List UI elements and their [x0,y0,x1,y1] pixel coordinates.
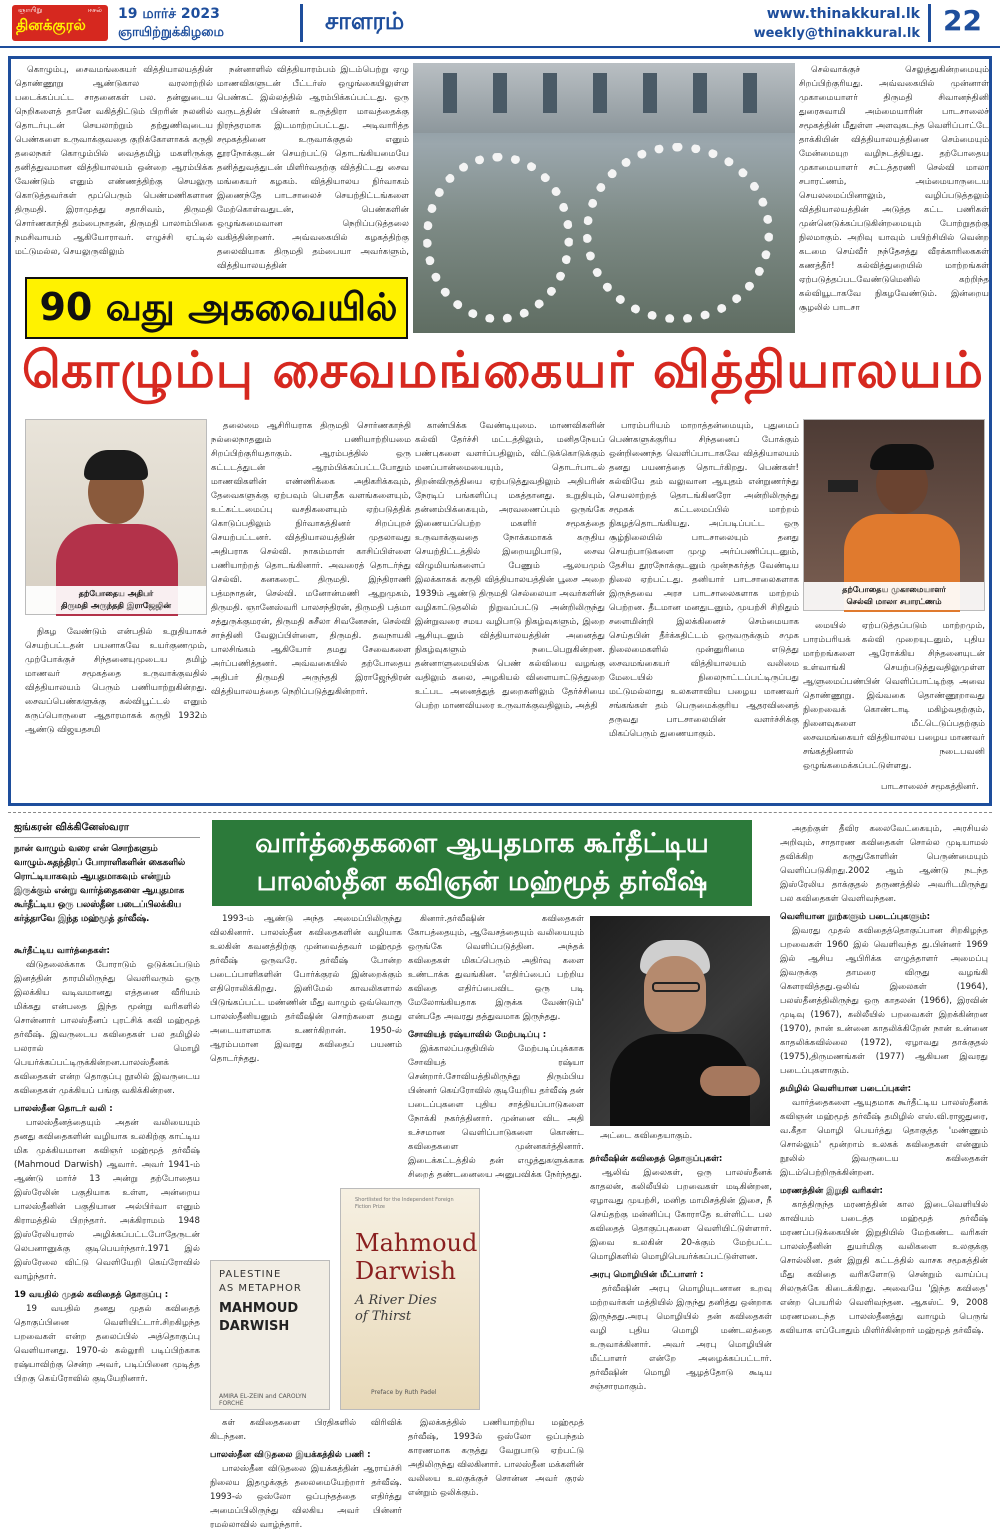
subheading: மரணத்தின் இறுதி வரிகள்: [780,1186,883,1196]
story1-text: மையில் ஏற்படுத்தப்படும் மாற்றமும், பாரம்பரியக் கல்வி முறையுடனும், புதிய மாற்றங்களை ஆரோக்கிய சிந்தனையுடன் உள்வாங்கி செயற்படுத்துவதிலுமுள்ள ஆளுமைப்பண்பின் வெளிப்பாட்டிற்கு அவை தொண்ணூறு. இவ்வகை தொண்ணூறாவது நிறைவைக் கொண்டாடி மகிழ்வதற்கும், நினைவுகளை மீட்டெடுப்பதற்கும் சைவமங்கையர் வித்தியாலய பழைய மாணவர் சங்கத்தினால் நடைபவனி ஒழுங்கமைக்கப்பட்டுள்ளது. [803,621,985,771]
story1-text: காண்பிக்க வேண்டியுமை. மாணவிகளின் கல்வி தேர்ச்சி மட்டத்திலும், மனிதநேயப் பண்புகளை வளர்ப்பதிலும், விட்டுக்கொடுக்கும் மனப்பான்மையையும், தொடர்பாடல் திறன்விருத்தியை ஏற்படுத்துவதிலும் அதிபரின் நேரடிப் பங்களிப்பு மகத்தானது. உறுதியும், தன்னம்பிக்கையும், அரவணைப்பும் ஒருங்கே இணையப்பெற்ற மகளிர் சமூகத்தை உருவாக்குவதை நோக்கமாகக் கருதிய செயற்திட்டத்தில் இறையழிபாடு, சைவ விழுமியங்களைப் பேணும் ஆலயமும் இலக்காகக் கருதி வித்தியாலயத்தின் பூசை அறை 1939ம் ஆண்டு திருமதி செல்லையா அவர்களின் வழிகாட்டுதலில் நிறுவப்பட்டு அன்றிலிருந்து இன்றுவரை சமய வழிபாடு நிகழ்வுகளும், இறை ஆசியுடனும் வித்தியாலயத்தின் அனைத்து நிகழ்வுகளும் நடைபெறுகின்றன. தன்னாளுமையில்க பெண் கல்வியை வழங்கு வதிலும் கலை, அழகியல் விளையாட்டுத்துறை உட்பட அனைத்துத் துறைகளிலும் தேர்ச்சியை பெற்ற மாணவியரை உருவாக்குவதிலும், அத்தி [415,421,605,711]
story1-text: செல்வாக்குச் செலுத்துகின்றமையும் சிறப்பிற்குரியது. அவ்வகையில் முன்னாள் முகாமையாளர் திருமதி சிவானந்தினி துரைசுவாமி அம்மையாரின் பாடசாலைச் சமூகத்தின் மீதுள்ள அளவுகடந்த வெளிப்பாட்டே தாக்கியின் வித்தியாலயத்தினை செம்மையும் மேன்மையுற வழிநடத்தியது. தற்போதைய முகாமையாளர் சட்டத்தரணி செல்வி மாலா சபாரட்ணம், அம்மையாருடைய செயலமைப்பினாலும், வழிப்படுத்தலும் வித்தியாலயத்தின் அடுத்த கட்ட பணிகள் முன்னெடுக்கப்படுகின்றமையும் போற்றுதற்கு நிலமாகும். அறிவு யாவும் பயிற்சியில் வென்ற கடமை செய்வீர் நந்தேசத்து வீரக்காரிகைகள் கணத்தீர்! கல்வித்துறையில் மாற்றங்கள் ஏற்படுத்தப்படவேண்டுமெனில் கற்றிந்த கல்வியூடாகவே நிகழவேண்டும். இன்றைய சூழலில் பாடசா [799,65,989,313]
story2-column-3-lower [408,1416,584,1526]
newspaper-logo[interactable] [12,5,108,41]
subheading: தர்வீஷின் கவிதைத் தொகுப்புகள்: [590,1154,723,1164]
headline-school-name: கொழும்பு சைவமங்கையர் வித்தியாலயம் [22,341,984,399]
face [644,956,706,1032]
story2-text: ஆலிவ் இலைகள், ஒரு பாலஸ்தீனக் காதலன், கலிலீயில் பறவைகள் மடிகின்றன, ஏழாவது முயற்சி, மனித மாமிசத்தின் இசை, நீ செய்தற்கு மன்னிப்பு கோராதே உள்ளிட்ட பல கவிதைத் தொகுப்புகளை வெளியிட்டுள்ளார். இவை உலகின் 20-க்கும் மேற்பட்ட மொழிகளில் மொழிபெயர்க்கப்பட்டுள்ளன. [590,1168,772,1262]
caption-line: தற்போதைய அதிபர் [78,589,154,598]
principal-portrait [25,419,207,615]
subheading: கூர்தீட்டிய வார்த்தைகள்: [14,946,110,956]
story2-column-1 [14,940,200,1525]
section-title: சாளரம் [325,7,405,35]
darwish-headline-line-2: பாலஸ்தீன கவிஞன் மஹ்மூத் தர்வீஷ் [256,866,708,897]
story2-text: இவரது முதல் கவிதைத்தொகுப்பான சிறகிழந்த பறவைகள் 1960 இல் வெளிவந்த து.பின்னர் 1969 இல் ஆசிய ஆபிரிக்க எழுத்தாளர் அமைப்பு இவருக்கு தாமரை விருது வழங்கி கௌரவித்தது.ஒலிவ் இலைகள் (1964), பலஸ்தீனத்திலிருந்து ஒரு காதலன் (1966), இரவின் முடிவு (1967), கலிலீயில் பறவைகள் இறக்கின்றன (1970), நான் உன்னை காதலிக்கிறேன் நான் உன்னை காதலிக்கவில்லை (1972), ஏழாவது தாக்குதல் (1975),திருமணங்கள் (1977) ஆகியன இவரது படைப்புகளாகும். [780,926,988,1076]
story1-column-8 [803,619,985,771]
book-preface: Preface by Ruth Padel [371,1389,437,1396]
principal-caption [26,586,206,614]
story2-column-2 [210,912,402,1172]
story2-text: 1993-ம் ஆண்டு அந்த அமைப்பிலிருந்து விலகினார். பாலஸ்தீன கவிதைகளின் வழியாக உலகின் கவனத்திற்கு முன்வைத்தவர் மஹ்மூத் தர்வீஷ் ஒருவரே. தர்வீஷ் போன்ற படைப்பாளிகளின் போர்க்குரல் இன்றைக்கும் எதிரொலிக்கிறது. இனிமேல் காவலிகளால் பிடுங்கப்பட்ட மண்ணின் மீது வாழும் ஒவ்வொரு பாலஸ்தீனியனும் தர்வீஷின் சொற்களை தமது அடையாளமாக உணர்கிறான். 1950-ல் ஆரம்பமான இவரது கவிதைப் பயணம் தொடர்ந்தது. [210,914,402,1064]
school-anniversary-story [8,56,992,806]
subheading: தமிழில் வெளியான படைப்புகள்: [780,1084,912,1094]
story1-text: நன்னாளில் வித்தியாரம்பம் இடம்பெற்று ஏழு மாணவிகளுடன் பீட்டர்ஸ் ஒழுங்கையிலுள்ள பெண்கட் இல்லத்தில் ஆரம்பிக்கப்பட்டது. ஒரு வருடத்தின் பின்னர் உருத்திரா மாவத்தைக்கு நிரந்தரமாக இடமாற்றப்பட்டது. அடிவாரித்த சமூகத்தினை உருவாக்குதல் எனும் தூரநோக்குடன் செயற்பட்டு தொடங்கியமையே தனித்துவத்துடன் மிளிர்வதற்கு வித்திட்டது சைவ மங்கையர் கழகம். வித்தியாலய நிர்வாகம் இணைந்தே பாடசாலைச் செயற்திட்டங்களை மேற்கொள்வதுடன், பெண்களின் ஒழுங்கமைவான நெறிப்படுத்தலை வகித்தின்றனர். அவ்வகையில் கழகத்திற்கு தலைவியாக திருமதி தம்பையா அவர்களும், வித்தியாலயத்தின் [217,65,409,271]
story2-text: இக்காலப்பகுதியில் மேற்படிப்புக்காக சோவியத் ரஷ்யா சென்றார்.சோவியத்திலிருந்து திரும்பிய பின்னர் கெய்ரோவில் குடியேறிய தர்வீஷ் தன் படைப்புகளை புதிய சாத்தியப்பாடுகளை நோக்கி நகர்த்தினார். முன்னை விட அதி உச்சமான வெளிப்பாடுகளை கொண்ட கவிதைகளை முன்னகர்த்தினார். இடைக்கட்டத்தில் தன் எழுத்துகளுக்காக சிறைத் தண்டனையை அனுபவிக்க நேர்ந்தது. [408,1044,584,1180]
book-title-line-1: A River Dies [355,1293,437,1308]
story2-intro: நான் வாழும் வரை என் சொற்களும் வாழும்.சுதந்திரப் போராளிகளின் கைகளில் ரொட்டியாகவும் ஆயுதமாகவும் என்றும் இருக்கும் என்று வார்த்தைகளை ஆயுதமாக கூர்தீட்டிய ஒரு பலஸ்தீன படைப்பிலக்கிய கர்த்தாவே இந்த மஹ்மூத் தர்வீஷ். [14,844,186,924]
manager-portrait [803,419,985,611]
story1-text: கொழும்பு, சைவமங்கையர் வித்தியாலயத்தின் தொண்ணூறு ஆண்டுகால வரலாற்றில் படைக்கப்பட்ட சாதனைகள் பல. தன்னுடைய நெறிகளைத் தானே வகித்திட்டும் பிறரின் நலனில் தொடர்புடன் செயலாற்றும் தற்துணிவுடைய பெண்களை உருவாக்குவதை குறிக்கோளாகக் கருதி தலைநகர் கொழும்பில் வைத்தமிழ் மகளிருக்கு தனித்துவமான வித்தியாலயம் ஒன்றை ஆரம்பிக்க வேண்டும் எனும் எண்ணத்திற்கு செயலுரு கொடுத்தவர்கள் மூப்பெரும் பெண்மணிகளான திருமதி. இராமுத்து சதாசிவம், திருமதி சொர்ணகாந்தி தம்பைநாதன், திருமதி பாலாம்பிகை நமசிவாயம் ஆகியோராவர். எழுச்சி ஏட்டில் மட்டுமல்ல, செயலுருவிலும் [15,65,213,257]
masthead [0,0,1000,48]
book-author-first: MAHMOUD [219,1301,299,1316]
subheading: அரபு மொழியின் மீட்பாளர் : [590,1270,704,1280]
page-number: 22 [943,4,982,37]
student-ring [583,143,773,323]
subheading: சோவியத் ரஷ்யாவில் மேற்படிப்பு : [408,1030,547,1040]
story1-column-5 [415,419,605,804]
logo-top-text: ஞாயிறு [18,6,43,14]
principal-hair [84,450,148,480]
story2-column-2-lower [210,1416,402,1530]
subheading: 19 வயதில் முதல் கவிதைத் தொகுப்பு : [14,1290,169,1300]
book-title-line-2: of Thirst [355,1309,412,1324]
story2-text: அதற்குள் தீவிர கலைவேட்கையும், அரசியல் அறிவும், சாதாரண கவிதைகள் சொல்ல முடியாமல் தவிக்கிற கருதுகோளின் பெருண்மையும் வெளிப்படுகிறது.2002 ஆம் ஆண்டு நடந்த இஸ்ரேலிய தாக்குதல் தருணத்தில் அவரிடமிருந்து பல கவிதைகள் வெளிவந்தன. [780,824,988,904]
story1-text: பாரம்பரியம் மாறாத்தன்மையும், புதுமைப் பெண்களுக்குரிய சிந்தனைப் போக்கும் ஒன்றிணைந்த வெளிப்பாடாகவே வித்தியாலயம் தனது பயணத்தை தொடர்கிறது. பெண்கள்! கல்வியே தம் வலுவான ஆயுதம் என்றுணர்ந்து செயலாற்றத் தொடங்கினரோ அன்றிலிருந்து சமூகக் கட்டமைப்பில் மாற்றம் நிகழத்தொடங்கியது. அப்படிப்பட்ட ஒரு சூழ்நிலையில் பாடசாலையும் தனது செயற்பாடுகளை முழு அர்ப்பணிப்புடனும், தேசிய தூரநோக்குடனும் முன்நகர்த்த வேண்டிய நிலை ஏற்பட்டது. தனியார் பாடசாலைகளாக இருந்தவை அரச பாடசாலைகளாக மாற்றம் பெற்றன. தீடமான மனதுடனும், முயற்சி சிறிதும் சளைமின்றி இலக்கினைச் செம்மையாக செய்தபின் தீர்க்கதிட்டம் ஒருவருக்கும் சமுக நிலைமைகளில் முன்னுரிமை எடுத்து சைவமங்கையர் வித்தியாலயம் வலிமை மேடையில் நிலைநாட்டப்பட்டிருப்பது மட்டுமல்லாது உலகளாவிய பழைய மாணவர் சங்கங்கள் தம் பெருமைக்குரிய ஆதரவினைத் தருவது பாடசாலையின் வளர்ச்சிக்கு மிகப்பெரும் துணையாகும். [609,421,799,739]
logo-main-text: தினக்குரல் [16,16,86,34]
story1-column-6 [609,419,799,804]
caption-line: திருமதி அருந்ததி இராஜேஜின் [60,601,172,610]
book-cover-palestine-as-metaphor [210,1260,330,1410]
story2-column-3 [408,912,584,1182]
logo-sub-text: ஈசல் [87,6,102,14]
story2-text: பாலஸ்தீனத்தையும் அதன் வலியையும் தனது கவிதைகளின் வழியாக உலகிற்கு காட்டிய மிக முக்கியமான கவிஞர் மஹ்மூத் தர்வீஷ் (Mahmoud Darwish) ஆவார். அவர் 1941-ம் ஆண்டு மார்ச் 13 அன்று தற்போதைய இஸ்ரேலின் பகுதியாக உள்ள, அன்றைய பாலஸ்தீனின் பகுதியான அல்பிர்வா எனும் கிராமத்தில் பிறந்தார். அக்கிராமம் 1948 இஸ்ரேலியரால் அழிக்கப்பட்டபோதேருடன் லெபனானுக்கு குடிபெயர்ந்தார்.1971 இல் இஸ்ரேலை விட்டு வெளியேறி கெய்ரோவில் வாழ்ந்தார். [14,1118,200,1282]
book-cover-river-dies-of-thirst [340,1188,480,1410]
story1-text: நிகழ வேண்டும் என்பதில் உறுதியாகச் செயற்பட்டதன் பயனாகவே உயர்குணமும், முற்போக்குச் சிந்தனையுமுடைய தமிழ் மாணவர் சமூகத்தை உருவாக்குவதில் வித்தியாலயம் பெரும் பணியாற்றுகின்றது. சைவப்பெண்களுக்கு கல்விபூட்டல் எனும் கருப்பொருளை ஆதாரமாகக் கருதி 1932ம் ஆண்டு விஜயதசமி [25,627,207,735]
darwish-headline-box [212,820,752,906]
subheading: பாலஸ்தீன தொடர் வலி : [14,1104,113,1114]
book-tagline: Shortlisted for the Independent Foreign Fiction Prize [355,1197,454,1210]
masthead-divider [928,4,931,42]
story2-text: கினார்.தர்வீஷின் கவிதைகள் கோபத்தையும், ஆவேசத்தையும் வலியையும் ஒருங்கே வெளிப்படுத்தின. அந்தக் கவிதைகள் மிகப்பெரும் அதிர்வு களை உண்டாக்க துவங்கின. 'எதிர்ப்பைப் பற்றிய கவிதை எதிர்ப்பைவிட ஒரு படி மேலோங்கியதாக இருக்க வேண்டும்' என்பதே அவரது தத்துவமாக இருந்தது. [408,914,584,1022]
story2-column-5 [780,822,988,1526]
book-title-line-1: PALESTINE [219,1269,282,1280]
book-author-first: Mahmoud [355,1229,478,1257]
story2-column-4 [590,1148,772,1526]
book-author-last: DARWISH [219,1319,290,1334]
story1-column-1 [15,63,213,273]
mahmoud-darwish-photo [590,916,770,1126]
story1-credit: பாடசாலைச் சமூகத்தினர். [881,782,979,792]
website-link[interactable]: www.thinakkural.lk [766,6,920,22]
author-byline: ஐங்கரன் விக்கினேஸ்வரா [14,822,200,838]
hand [700,1066,760,1096]
headline-90th-year-box [25,277,408,339]
caption-line: செல்வி மாலா சபாரட்ணம் [846,597,942,606]
story2-text: கள் கவிதைகளை பிரதிகளில் விரிவிக் கிடந்தன. [210,1418,402,1442]
email-link[interactable]: weekly@thinakkural.lk [753,26,920,41]
book-title-line-2: AS METAPHOR [219,1283,302,1294]
student-ring [423,153,573,323]
story1-column-2 [217,63,409,273]
book-translators: AMIRA EL-ZEIN and CAROLYN FORCHÉ [219,1393,307,1407]
headline-90th-year: 90 வது அகவையில் [39,285,398,329]
story2-text: காத்திருந்த மரணத்தின் கால இடைவெளியில் காவியம் படைத்த மஹ்மூத் தர்வீஷ் மரணப்படுக்கையின் இறுதியில் மேற்கண்ட வரிகள் பாலஸ்தீனின் துயர்மிகு வலிகளை உலகுக்கு சொல்லின. தன் இறுதி கட்டத்தில் வாசக சமூகத்தின் மீது கவிதை வரிகளோடு சென்றும் வாய்ப்பு சிலருக்கே கிடைக்கிறது. அவையே 'இந்த கவிதை' என்ற பெயரில் வெளிவந்தன. ஆகஸ்ட் 9, 2008 மரணமடைந்த பாலஸ்தீனத்து வாழும் பெருங் கவியாக எப்போதும் மிளிர்கின்றார் மஹ்மூத் தர்வீஷ். [780,1200,988,1336]
story1-column-3 [799,63,989,331]
story2-text: இலக்கத்தில் பணியாற்றிய மஹ்மூத் தர்வீஷ், 1993ல் ஒஸ்லோ ஒப்பந்தம் காரணமாக கருத்து வேறுபாடு ஏற்பட்டு அதிலிருந்து விலகினார். பாலஸ்தீன மக்களின் வலியை உலகுக்குச் சொன்ன அவர் குரல் என்றும் ஒலிக்கும். [408,1418,584,1498]
story1-column-4 [211,419,411,804]
story1-column-7 [25,625,207,805]
microphone-icon [828,480,858,492]
photo-caption: அட்டை கவிதையாகும். [600,1131,693,1141]
section-divider [8,812,992,813]
students-formation-photo [413,63,795,333]
subheading: பாலஸ்தீன விடுதலை இயக்கத்தில் பணி : [210,1450,371,1460]
manager-caption [804,582,984,610]
story2-text: வார்த்தைகளை ஆயுதமாக கூர்தீட்டிய பாலஸ்தீனக் கவிஞன் மஹ்மூத் தர்வீஷ் தமிழில் எஸ்.வி.ராஜதுரை, வ.கீதா மொழி பெயர்த்து தொகுத்த 'மண்ணும் சொல்லும்' மூன்றாம் உலகக் கவிதைகள் என்னும் நூலில் இவருடைய கவிதைகள் இடம்பெற்றிருக்கின்றன. [780,1098,988,1178]
caption-line: தற்போதைய முகாமையாளர் [842,585,946,594]
school-building [413,63,795,133]
darwish-headline-line-1: வார்த்தைகளை ஆயுதமாக கூர்தீட்டிய [255,828,709,859]
issue-date: 19 மார்ச் 2023 [118,6,220,22]
story2-text: விடுதலைக்காக போராடும் ஒடுக்கப்படும் இனத்தின் தாரமிலிருந்து வெளிவரும் ஒரு இலக்கிய வடிவமானது எத்தனை வீரியம் மிக்கது என்பதை இந்த மூன்று வரிகளில் சொன்னார் பாலஸ்தீனப் புரட்சிக் கவி மஹ்மூத் தர்வீஷ். இவருடைய கவிதைகள் பல தமிழில் பலரால் மொழி பெயர்க்கப்பட்டிருக்கின்றன.பாலஸ்தீனக் கவிதைகள் என்ற தொகுப்பு நூலில் இவருடைய கவிதைகள் முக்கியப் பங்கு வகிக்கின்றன. [14,960,200,1096]
subheading: வெளியான நூற்களும் படைப்புகளும்: [780,912,931,922]
story2-text: தர்வீஷின் அரபு மொழியுடனான உறவு மற்றவர்கள் மத்தியில் இருந்து தனித்து ஒன்றாக இருந்தது.அரபு மொழியில் தன் கவிதைகள் வழி புதிய மொழி மண்டலத்தை உருவாக்கினார். அவர் அரபு மொழியின் மீட்பாளர் என்றே அழைக்கப்பட்டார். தர்வீஷின் மொழி ஆழத்தோடு கூடிய சஞ்சாரமாகும். [590,1284,772,1392]
masthead-divider [300,4,303,42]
story1-text: தலைமை ஆசிரியராக திருமதி சொர்ணகாந்தி நல்லைநாதனும் பணியாற்றியமை சிறப்பிற்குரியதாகும். ஆரம்பத்தில் ஒரு கட்டடத்துடன் ஆரம்பிக்கப்பட்டபோதும் மாணவிகளின் எண்ணிக்கை அதிகரிக்கவும், தேவைகளுக்கு ஏற்பவும் பௌதீக வளங்களையும், உட்கட்டமைப்பு வசதிகளையும் ஏற்படுத்திக் கொடுப்பதிலும் நிர்வாகத்தினர் சிறப்புறச் செயற்பட்டனர். வித்தியாலயத்தின் முதலாவது அதிபராக செல்வி. நாகம்மாள் காசிப்பிள்ளை பணியாற்றத் தொடங்கினார். அவரைத் தொடர்ந்து செல்வி. கனகரைட் திருமதி. இந்திராணி பத்மநாதன், செல்வி. மனோன்மணி ஆறுமுகம், திருமதி. ஞானேஸ்வரி பாலசந்திரன், திருமதி பத்மா சத்துருக்குமரன், திருமதி சுசீலா சிவனேசன், செல்வி சாந்தினி வேலுப்பிள்ளை, திருமதி. தவநாயகி பாலசிங்கம் ஆகியோர் தமது சேவைகளை அர்ப்பணித்தனர். அவ்வகையில் தற்போதைய அதிபர் திருமதி அருந்ததி இராஜேந்திரன் வித்தியாலயத்தை நெறிப்படுத்துகின்றார். [211,421,411,697]
story2-text: 19 வயதில் தனது முதல் கவிதைத் தொகுப்பினை வெளியிட்டார்.சிறகிழந்த பறவைகள் என்ற தலைப்பில் அத்தொகுப்பு வெளியானது. 1970-ல் கல்லூரி படிப்பிற்காக ரஷ்யாவிற்கு சென்ற அவர், படிப்பினை முடித்த பிறகு கெய்ரோவில் குடியேறினார். [14,1304,200,1384]
book-author-last: Darwish [355,1257,457,1285]
manager-hair [870,444,934,470]
story2-text: பாலஸ்தீன விடுதலை இயக்கத்தின் ஆராய்ச்சி நிலைய இதழுக்குத் தலைமையேற்றார் தர்வீஷ். 1993-ல் ஒஸ்லோ ஒப்பந்தத்தை எதிர்த்து அமைப்பிலிருந்து விலகிய அவர் பின்னர் ரமல்லாவில் வாழ்ந்தார். [210,1464,402,1530]
glasses-icon [652,982,700,992]
issue-day: ஞாயிற்றுக்கிழமை [118,25,225,40]
